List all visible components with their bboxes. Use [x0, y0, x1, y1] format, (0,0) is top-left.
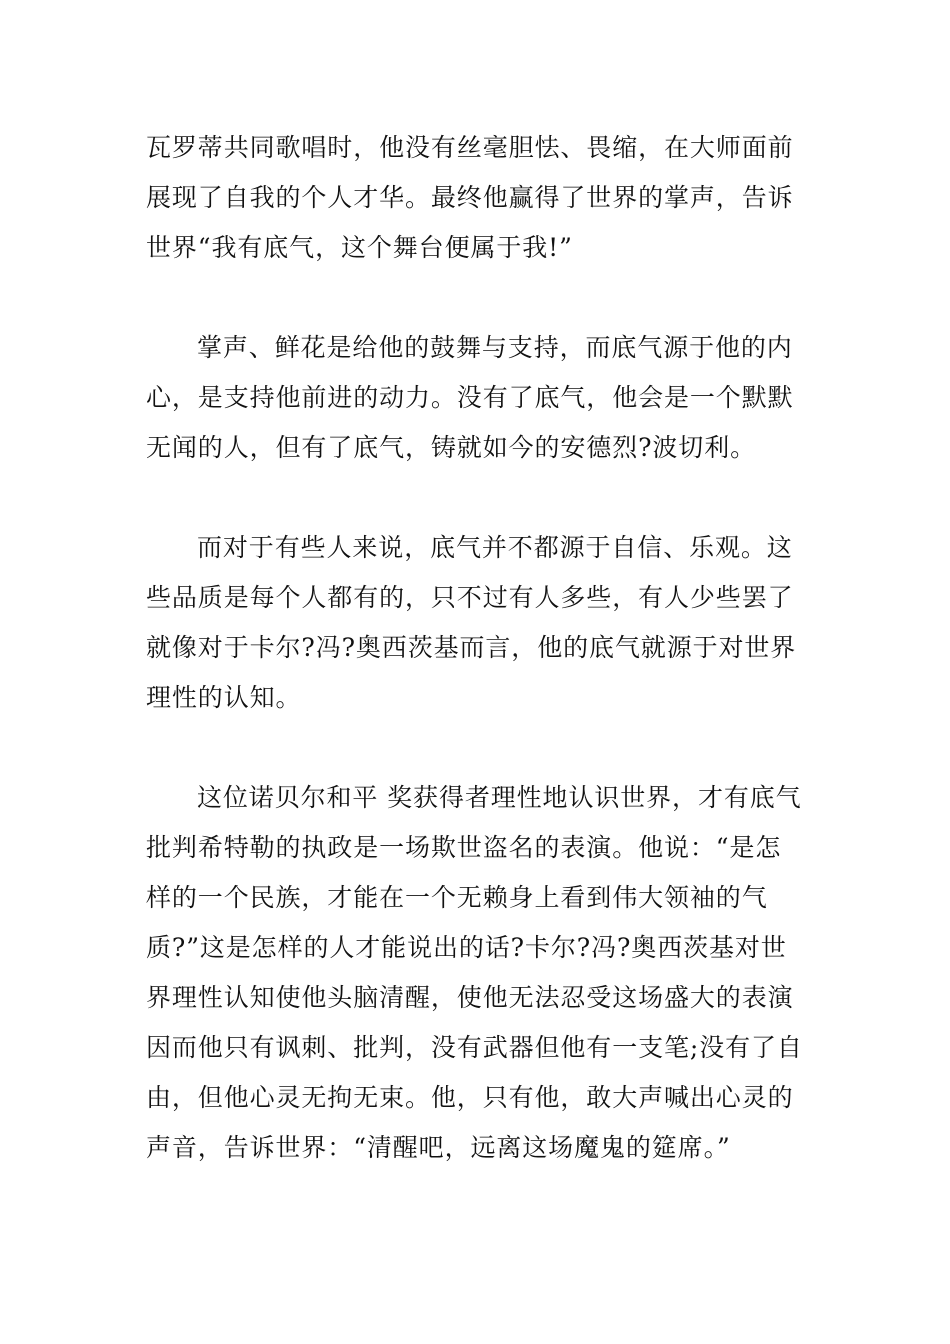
text-line: 声音，告诉世界：“清醒吧，远离这场魔鬼的筵席。” — [146, 1133, 731, 1162]
text-line: 由，但他心灵无拘无束。他，只有他，敢大声喊出心灵的 — [146, 1083, 794, 1112]
text-line: 理性的认知。 — [146, 683, 302, 712]
text-line: 世界“我有底气，这个舞台便属于我!” — [146, 233, 573, 262]
text-line: 掌声、鲜花是给他的鼓舞与支持，而底气源于他的内 — [197, 333, 793, 362]
text-line: 无闻的人，但有了底气，铸就如今的安德烈?波切利。 — [146, 433, 757, 462]
text-line: 样的一个民族，才能在一个无赖身上看到伟大领袖的气 — [146, 883, 768, 912]
text-line: 而对于有些人来说，底气并不都源于自信、乐观。这 — [197, 533, 793, 562]
text-line: 这位诺贝尔和平 奖获得者理性地认识世界，才有底气 — [197, 783, 802, 812]
text-line: 批判希特勒的执政是一场欺世盗名的表演。他说：“是怎 — [146, 833, 782, 862]
text-line: 瓦罗蒂共同歌唱时，他没有丝毫胆怯、畏缩，在大师面前 — [146, 133, 794, 162]
text-line: 就像对于卡尔?冯?奥西茨基而言，他的底气就源于对世界 — [146, 633, 797, 662]
text-line: 界理性认知使他头脑清醒，使他无法忍受这场盛大的表演 — [146, 983, 794, 1012]
text-line: 心，是支持他前进的动力。没有了底气，他会是一个默默 — [146, 383, 794, 412]
text-line: 质?”这是怎样的人才能说出的话?卡尔?冯?奥西茨基对世 — [146, 933, 787, 962]
text-line: 些品质是每个人都有的，只不过有人多些，有人少些罢了 — [146, 583, 794, 612]
text-line: 因而他只有讽刺、批判，没有武器但他有一支笔;没有了自 — [146, 1033, 803, 1062]
text-line: 展现了自我的个人才华。最终他赢得了世界的掌声，告诉 — [146, 183, 794, 212]
